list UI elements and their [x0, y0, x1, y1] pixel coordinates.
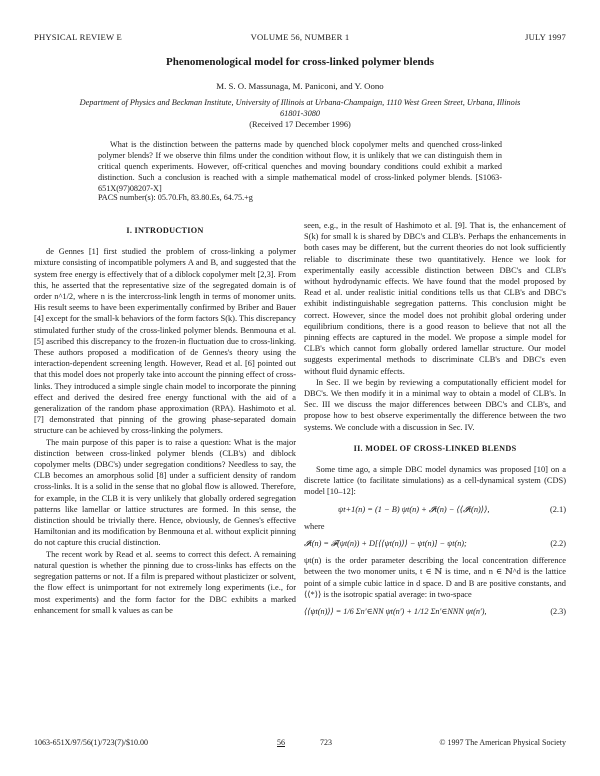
- paragraph: The recent work by Read et al. seems to correct this defect. A remaining natural question is whether the pinning due to cross-links has effects on the segregation patterns or not. If a film is prepared without plasticizer or solvent, the flow effect is unimportant for not extremely long experiments (i.e., for most experiments) and the form factor for the DBC exhibits a marked enhancement for small k values as can be: [34, 549, 296, 615]
- equation-number: (2.3): [550, 607, 566, 617]
- issue-date: JULY 1997: [525, 32, 566, 42]
- paragraph: Some time ago, a simple DBC model dynamics was proposed [10] on a discrete lattice (to facilitate simulations) as a cell-dynamical system (CDS) model [10–12]:: [304, 465, 566, 497]
- volume-number: VOLUME 56, NUMBER 1: [250, 32, 350, 42]
- volume-page: 56: [277, 738, 285, 747]
- page-number: 723: [320, 738, 332, 747]
- paragraph: de Gennes [1] first studied the problem of cross-linking a polymer mixture consisting of incompatible polymers A and B, and suggested that the system free energy is effectively that of a diblock copolymer melt [2,3]. From this, he asserted that the representative size of the segregated domain is of order n^1/2, where n is the intercross-link length in terms of monomer units. His result seems to have been experimentally confirmed by Briber and Bauer [4] except for the small-k behaviors of the form factors S(k). This discrepancy stimulated further study of the cross-linked polymer blends. Benmouna et al. [5] ascribed this discrepancy to the frozen-in fluctuation due to cross-linking. These authors proposed a modification of de Gennes's theory using the interaction-dependent screening length. However, Read et al. [6] pointed out that this model does not properly take into account the pinning effect of cross-links. They introduced a simple single chain model to incorporate the pinning effect and derived the desired free energy functional with the aid of a generalization of the random phase approximation (RPA). Hashimoto et al. [7] demonstrated that pinning of the growing phase-separated domain structure can be achieved by cross-linking the polymers.: [34, 247, 296, 436]
- abstract: What is the distinction between the patterns made by quenched block copolymer melts and quenched cross-linked polymer blends? If we observe thin films under the condition without flow, it is unlikely that we can distinguish them in critical quench experiments. However, off-critical quenches and moving boundary conditions could exhibit a marked distinction. Such a conclusion is reached with a simple mathematical model of cross-linked polymer blends. [S1063-651X(97)08207-X]: [98, 140, 502, 193]
- equation-body: 𝓘t(n) = 𝓕(ψt(n)) + D[⟨⟨ψt(n)⟩⟩ − ψt(n)] − ψt(n);: [304, 539, 467, 549]
- section-heading-introduction: I. INTRODUCTION: [126, 226, 204, 235]
- article-code: 1063-651X/97/56(1)/723(7)/$10.00: [34, 738, 148, 747]
- left-column: [34, 225, 296, 616]
- copyright-notice: © 1997 The American Physical Society: [439, 738, 566, 747]
- paragraph: In Sec. II we begin by reviewing a computationally efficient model for DBC's. We then modify it in a minimal way to obtain a model of CLB's. In Sec. III we discuss the major differences between DBC's and CLB's, and propose how to best observe experimentally the difference between the two systems. We conclude with a discussion in Sec. IV.: [304, 377, 566, 432]
- equation-number: (2.1): [549, 504, 566, 514]
- paragraph: where: [304, 521, 325, 531]
- equation-2-2: [304, 538, 566, 549]
- received-date: (Received 17 December 1996): [249, 120, 351, 129]
- journal-name: PHYSICAL REVIEW E: [34, 32, 122, 42]
- paragraph: The main purpose of this paper is to raise a question: What is the major distinction between cross-linked polymer blends (CLB's) and diblock copolymer melts (DBC's) under segregation conditions? Needless to say, the CLB becomes an amorphous solid [8] under a sufficient density of random cross-links. It is a solid in the sense that no global flow is allowed. Therefore, for example, in the CLB it is very unlikely that globally ordered segregation patterns like lamellar or lattice structures are formed. In this sense, the distinction should be trivially there. Hence, obviously, de Gennes's effective Hamiltonian and its modification by Benmouna et al. without explicit pinning do not capture this crucial distinction.: [34, 437, 296, 548]
- equation-2-1: [304, 504, 566, 515]
- right-column: [304, 220, 566, 623]
- equation-2-3: [304, 606, 566, 617]
- author-list: M. S. O. Massunaga, M. Paniconi, and Y. Oono: [216, 81, 384, 91]
- equation-body: ψt+1(n) = (1 − B) ψt(n) + 𝓘t(n) − ⟨⟨𝓘t(n)⟩⟩,: [338, 504, 490, 514]
- paragraph: seen, e.g., in the result of Hashimoto et al. [9]. That is, the enhancement of S(k) for small k is shared by DBC's and CLB's. Perhaps the enhancements in both cases may be different, but the current theories do not look sufficiently reliable to discriminate these two quantitatively. Hence we look for experimentally easily accessible distinction between DBC's and CLB's without hydrodynamic effects. We have found that the model proposed by Read et al. under realistic initial conditions tells us that CLB's and DBC's exhibit indistinguishable segregation patterns. This conclusion might be correct. However, since the model does not prohibit global ordering under equilibrium conditions, there is a good reason to believe that not all the pinning effects are captured in the model. We propose a simple model for CLB's which cannot form globally ordered lamellar structure. Our model suggests experimental methods to discriminate CLB's and DBC's even without fluid dynamic effects.: [304, 221, 566, 376]
- paper-title: Phenomenological model for cross-linked polymer blends: [166, 56, 434, 68]
- pacs-numbers: PACS number(s): 05.70.Fh, 83.80.Es, 64.75.+g: [98, 193, 253, 202]
- equation-body: ⟨⟨ψt(n)⟩⟩ = 1/6 Σn′∈NN ψt(n′) + 1/12 Σn′∈NNN ψt(n′),: [304, 607, 487, 617]
- affiliation: Department of Physics and Beckman Institute, University of Illinois at Urbana-Champaign, 1110 West Green Street, Urbana, Illinois 61801-3080: [79, 98, 521, 118]
- section-heading-model: II. MODEL OF CROSS-LINKED BLENDS: [353, 443, 517, 453]
- paragraph: ψt(n) is the order parameter describing the local concentration difference between the two monomer units, t ∈ ℕ is time, and n ∈ ℕ^d is the lattice point of a simple cubic lattice in d space. D and B are positive constants, and ⟨⟨*⟩⟩ is the isotropic spatial average: in two-space: [304, 556, 566, 599]
- equation-number: (2.2): [550, 539, 566, 549]
